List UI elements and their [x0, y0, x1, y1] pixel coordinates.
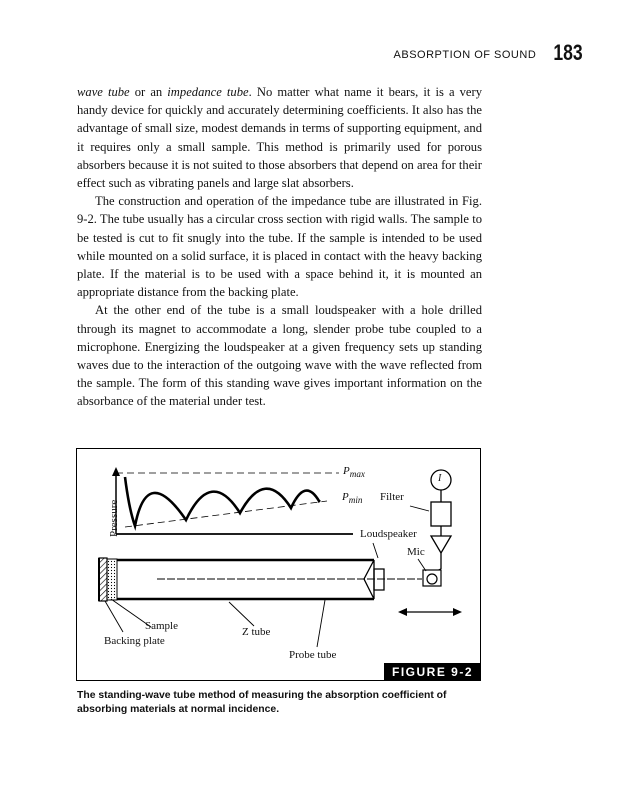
- figure-9-2: [76, 448, 481, 681]
- pressure-axis-arrow: [112, 467, 120, 476]
- pressure-label: Pressure: [108, 499, 120, 537]
- pmin-line: [125, 501, 327, 527]
- page-number: 183: [553, 40, 583, 65]
- pressure-plot: [112, 467, 353, 534]
- term-wave-tube: wave tube: [77, 85, 130, 99]
- text-or: or an: [129, 85, 168, 99]
- amplifier-icon: [431, 536, 451, 553]
- z-tube-label: Z tube: [242, 626, 271, 638]
- backing-plate-label: Backing plate: [104, 635, 165, 647]
- meter-symbol: I: [438, 473, 442, 484]
- paragraph-1: [77, 83, 482, 192]
- sample-shape: [107, 559, 117, 600]
- paragraph-1-rest: . No matter what name it bears, it is a very handy device for quickly and accurately determining coefficients. It also has the advantage of small size, modest demands in terms of supporting equipment, and it requires only a small sample. This method is primarily used for porous absorbers because it is not suited to those absorbers that depend on area for their effect such as vibrating panels and large slat absorbers.: [77, 85, 483, 191]
- term-impedance-tube: impedance tube: [167, 85, 249, 99]
- pmax-label: $P_{max}$: [343, 465, 365, 480]
- paragraph-2: The construction and operation of the impedance tube are illustrated in Fig. 9-2. The tube usually has a circular cross section with rigid walls. The sample to be tested is cut to fit snugly into the tube. If the sample is intended to be used while mounted on a solid surface, it is placed in contact with the heavy backing plate. If the material is to be used with a space behind it, it is mounted an appropriate distance from the backing plate.: [77, 194, 482, 300]
- pmin-label: $P_{min}$: [342, 491, 363, 506]
- paragraph-3: At the other end of the tube is a small loudspeaker with a hole drilled through its magnet to accommodate a long, slender probe tube coupled to a microphone. Energizing the loudspeaker at a given frequency sets up standing waves due to the interaction of the outgoing wave with the wave reflected from the sample. The form of this standing wave gives important information on the absorbance of the material under test.: [77, 303, 482, 409]
- figure-caption: The standing-wave tube method of measuring the absorption coefficient of absorbing materials at normal incidence.: [77, 690, 447, 715]
- filter-box: [431, 502, 451, 526]
- mic-label: Mic: [407, 546, 425, 558]
- mic-icon: [427, 574, 437, 584]
- probe-tube-label: Probe tube: [289, 649, 337, 661]
- sample-label: Sample: [145, 620, 178, 632]
- measurement-chain: [410, 470, 451, 576]
- body-text: [77, 83, 482, 411]
- backing-plate-shape: [99, 558, 107, 601]
- loudspeaker-label: Loudspeaker: [360, 528, 417, 540]
- figure-badge: FIGURE 9-2: [384, 663, 481, 681]
- figure-diagram: [77, 449, 482, 682]
- filter-label: Filter: [380, 491, 404, 503]
- filter-leader: [410, 506, 429, 511]
- standing-wave-curve: [125, 477, 320, 526]
- page-header: [394, 42, 583, 64]
- running-head: ABSORPTION OF SOUND: [393, 49, 537, 61]
